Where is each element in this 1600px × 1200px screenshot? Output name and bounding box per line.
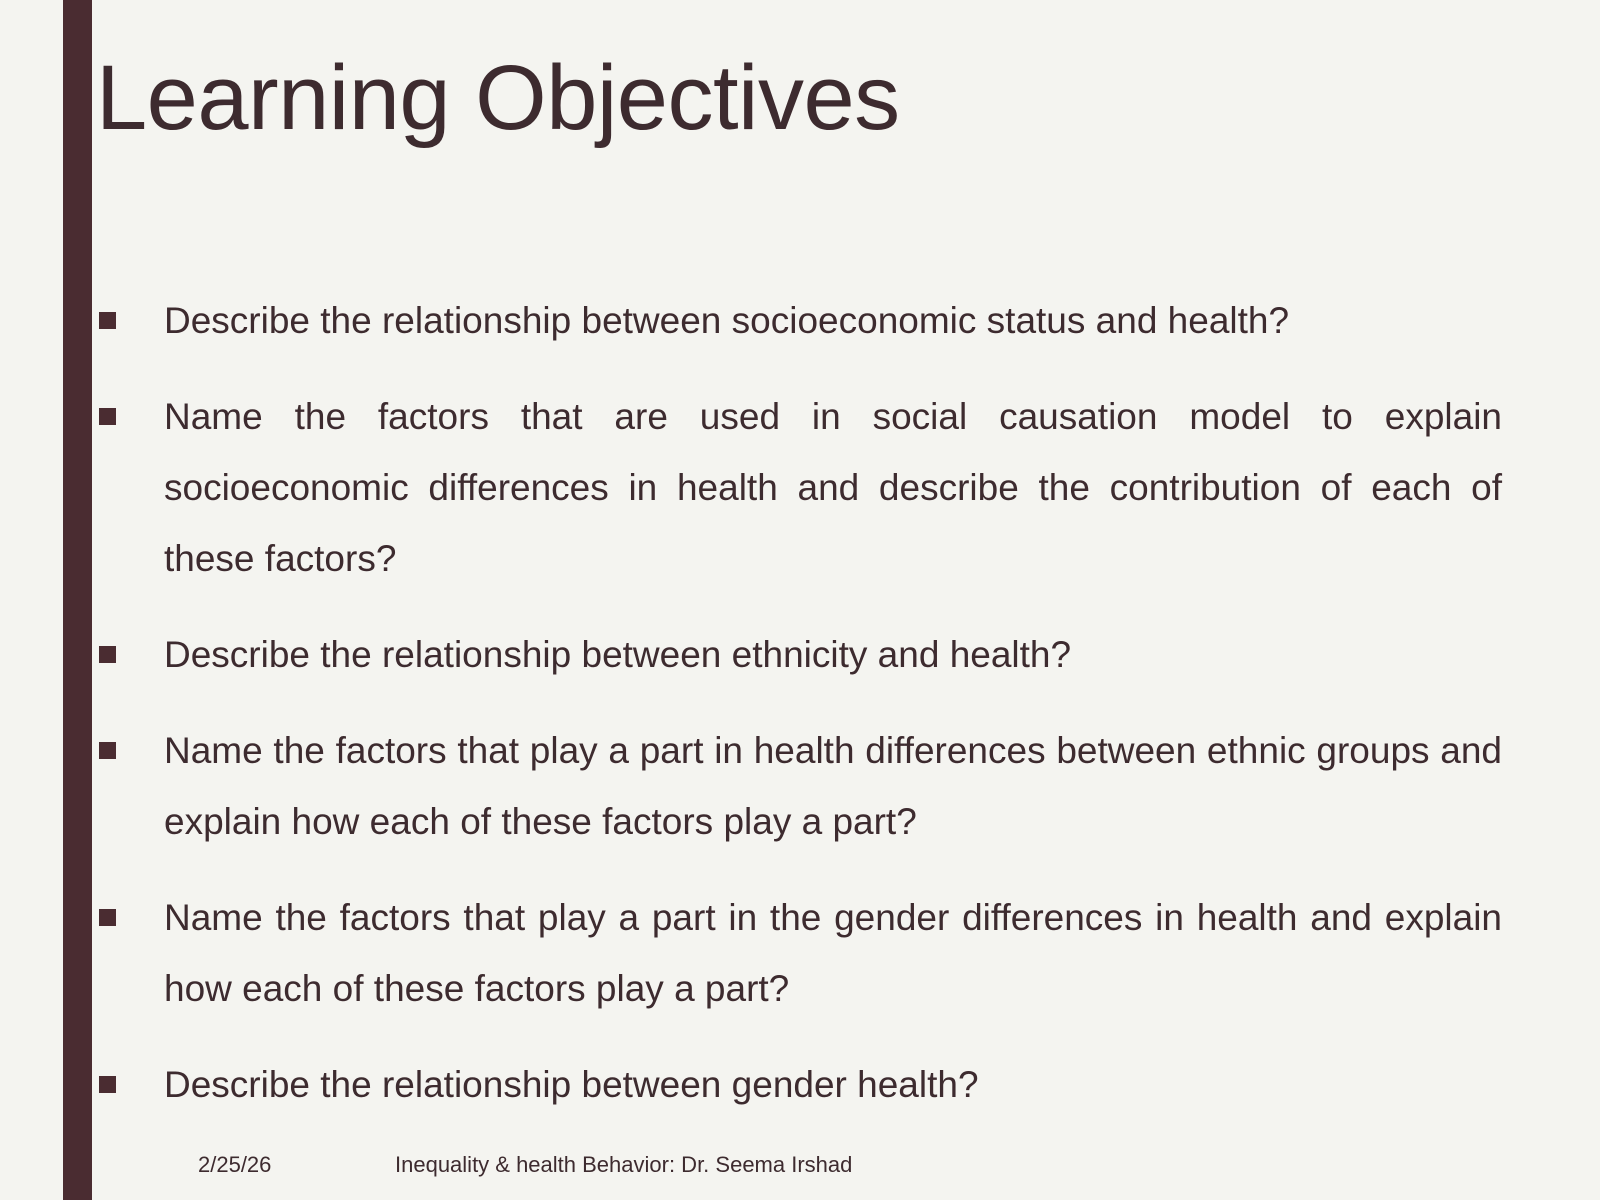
objective-text: Name the factors that are used in social causation model to explain socioeconomic differences in health and describe the contribution of each of these factors? bbox=[164, 396, 1502, 579]
objective-item bbox=[96, 619, 1502, 690]
footer-date: 2/25/26 bbox=[198, 1152, 272, 1177]
objective-text: Describe the relationship between gender health? bbox=[164, 1064, 979, 1105]
square-bullet-icon bbox=[99, 909, 116, 926]
footer-text: Inequality & health Behavior: Dr. Seema Irshad bbox=[395, 1152, 853, 1177]
objective-item bbox=[96, 882, 1502, 1024]
objectives-list bbox=[96, 285, 1502, 1145]
objective-item bbox=[96, 285, 1502, 356]
objective-text: Name the factors that play a part in the gender differences in health and explain how each of these factors play a part? bbox=[164, 897, 1502, 1009]
square-bullet-icon bbox=[99, 742, 116, 759]
objective-text: Describe the relationship between socioeconomic status and health? bbox=[164, 300, 1290, 341]
square-bullet-icon bbox=[99, 312, 116, 329]
objective-text: Describe the relationship between ethnicity and health? bbox=[164, 634, 1072, 675]
accent-bar bbox=[63, 0, 92, 1200]
objective-item bbox=[96, 715, 1502, 857]
objective-item bbox=[96, 1049, 1502, 1120]
square-bullet-icon bbox=[99, 408, 116, 425]
objective-item bbox=[96, 381, 1502, 594]
objective-text: Name the factors that play a part in health differences between ethnic groups and explain how each of these factors play a part? bbox=[164, 730, 1502, 842]
square-bullet-icon bbox=[99, 646, 116, 663]
square-bullet-icon bbox=[99, 1076, 116, 1093]
slide-title: Learning Objectives bbox=[96, 47, 900, 149]
